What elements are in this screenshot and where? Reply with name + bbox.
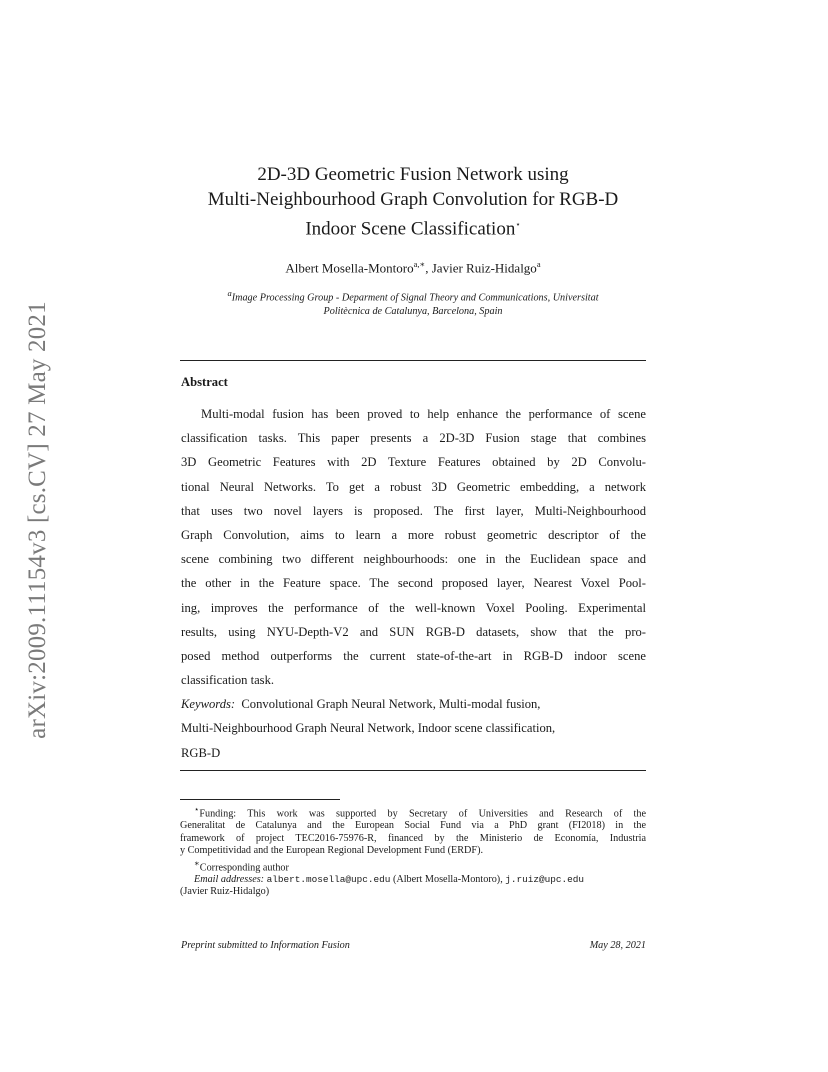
abstract-line: tional Neural Networks. To get a robust 3D Geometric embedding, a network (181, 479, 646, 494)
abstract-bottom-rule (180, 770, 646, 771)
corresponding-author-mark: ∗ (194, 857, 200, 868)
funding-footnote-line (180, 803, 646, 820)
title-line-2: Multi-Neighbourhood Graph Convolution for RGB-D (207, 188, 619, 210)
arxiv-identifier: arXiv:2009.11154v3 [cs.CV] 27 May 2021 (24, 301, 51, 739)
affiliation-line-1 (180, 286, 646, 305)
abstract-body (181, 402, 646, 765)
abstract-line: the other in the Feature space. The second proposed layer, Nearest Voxel Pool- (181, 576, 646, 591)
title-footnote-mark: ⋆ (515, 219, 521, 229)
title-line-3 (180, 212, 646, 242)
email-footnote (180, 874, 646, 886)
abstract-line: classification task. (181, 673, 275, 688)
email-address[interactable]: albert.mosella@upc.edu (266, 874, 391, 886)
author-name: Albert Mosella-Montoro (285, 260, 414, 276)
keywords-text: Convolutional Graph Neural Network, Multi-modal fusion, (241, 697, 541, 712)
abstract-line: scene combining two different neighbourhoods: one in the Euclidean space and (181, 552, 646, 567)
preprint-venue: Preprint submitted to Information Fusion (181, 940, 350, 951)
footnote-rule (180, 799, 340, 800)
arxiv-stamp (16, 280, 60, 760)
funding-footnote-line: framework of project TEC2016-75976-R, financed by the Ministerio de Economía, Industria (180, 832, 646, 844)
affiliation-line-2: Politècnica de Catalunya, Barcelona, Spain (323, 306, 503, 318)
keywords-line-3: RGB-D (181, 745, 221, 760)
email-owner: (Albert Mosella-Montoro), (392, 874, 503, 886)
abstract-line: classification tasks. This paper presents a 2D-3D Fusion stage that combines (181, 431, 646, 446)
title-line-1: 2D-3D Geometric Fusion Network using (257, 164, 569, 185)
corresponding-author-text: Corresponding author (199, 862, 289, 874)
abstract-heading: Abstract (181, 375, 228, 389)
funding-footnote-line: y Competitividad and the European Regional Development Fund (ERDF). (180, 844, 484, 856)
title-line-3-text: Indoor Scene Classification (305, 218, 516, 240)
author-list (180, 259, 646, 276)
keywords-line-1 (181, 692, 646, 716)
author-affiliation-mark: a (536, 259, 541, 269)
email-address[interactable]: j.ruiz@upc.edu (505, 874, 585, 886)
email-owner: (Javier Ruiz-Hidalgo) (180, 886, 270, 898)
keywords-line-2: Multi-Neighbourhood Graph Neural Network, Indoor scene classification, (181, 721, 556, 736)
abstract-top-rule (180, 360, 646, 361)
funding-footnote-line: Generalitat de Catalunya and the European Social Fund via a PhD grant (FI2018) in the (180, 820, 646, 832)
affiliation-text: Image Processing Group - Deparment of Signal Theory and Communications, Universitat (231, 292, 599, 304)
affiliation (180, 286, 646, 319)
corresponding-author-footnote (180, 857, 646, 874)
keywords-label: Keywords: (181, 697, 236, 712)
abstract-line: ing, improves the performance of the well-known Voxel Pooling. Experimental (181, 600, 646, 615)
funding-footnote-mark: ⋆ (194, 804, 200, 814)
affiliation-mark: a (227, 288, 232, 298)
abstract-line: Graph Convolution, aims to learn a more robust geometric descriptor of the (181, 527, 646, 542)
abstract-line: results, using NYU-Depth-V2 and SUN RGB-D datasets, show that the pro- (181, 624, 646, 639)
funding-footnote-text: Funding: This work was supported by Secretary of Universities and Research of the (199, 808, 646, 820)
email-label: Email addresses: (194, 874, 265, 886)
abstract-line: that uses two novel layers is proposed. The first layer, Multi-Neighbourhood (181, 503, 646, 518)
author-affiliation-mark: a,∗ (413, 259, 426, 269)
preprint-date: May 28, 2021 (589, 940, 646, 951)
footnotes (180, 803, 646, 898)
abstract-line: Multi-modal fusion has been proved to help enhance the performance of scene (201, 407, 646, 421)
author-name: Javier Ruiz-Hidalgo (431, 260, 537, 276)
abstract-line: 3D Geometric Features with 2D Texture Features obtained by 2D Convolu- (181, 455, 646, 470)
author-separator: , (425, 260, 432, 276)
abstract-line: posed method outperforms the current state-of-the-art in RGB-D indoor scene (181, 648, 646, 663)
paper-title (180, 163, 646, 242)
